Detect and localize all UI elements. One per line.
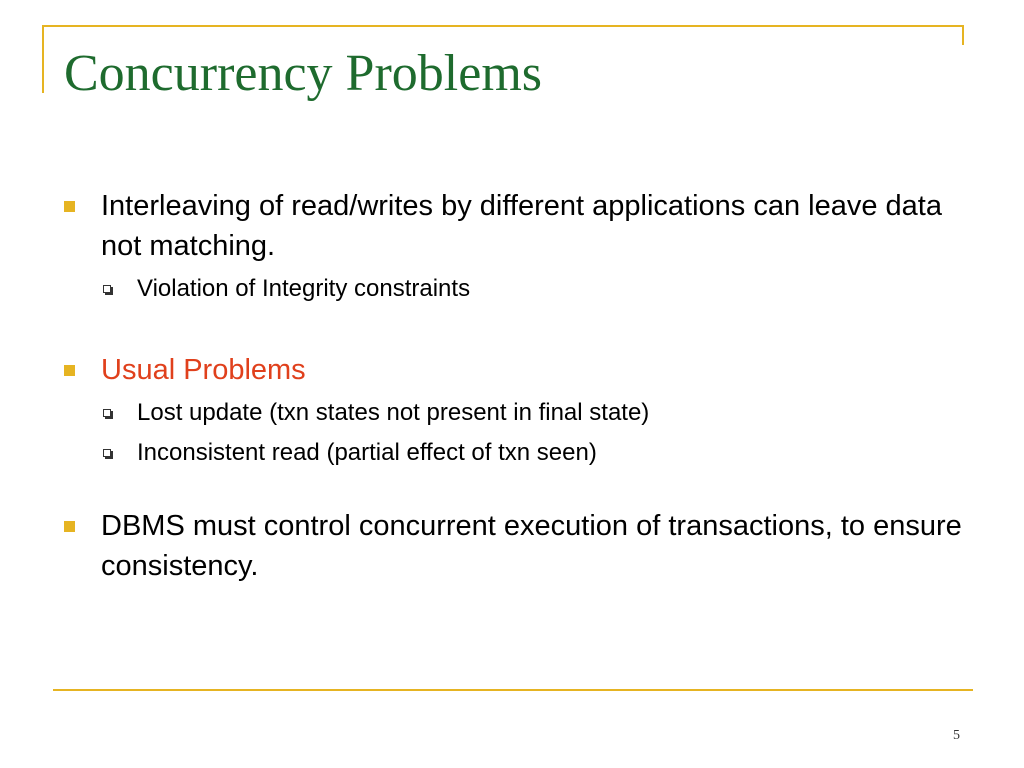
square-bullet-icon xyxy=(64,201,75,212)
sub-bullet-item xyxy=(64,396,974,430)
slide-title: Concurrency Problems xyxy=(64,45,543,102)
sub-bullet-text: Lost update (txn states not present in final state) xyxy=(137,399,650,426)
footer-divider xyxy=(53,689,973,691)
sub-bullet-text: Violation of Integrity constraints xyxy=(137,275,471,302)
hollow-square-bullet-icon xyxy=(103,285,111,293)
hollow-square-bullet-icon xyxy=(103,449,111,457)
bullet-item xyxy=(64,506,974,586)
sub-bullet-text: Inconsistent read (partial effect of txn seen) xyxy=(137,439,597,466)
frame-top-line xyxy=(42,25,964,27)
square-bullet-icon xyxy=(64,521,75,532)
frame-left-line xyxy=(42,25,44,93)
bullet-text: Usual Problems xyxy=(101,354,306,386)
slide-content xyxy=(64,186,974,586)
bullet-item xyxy=(64,186,974,266)
frame-right-line xyxy=(962,25,964,45)
hollow-square-bullet-icon xyxy=(103,409,111,417)
bullet-text: Interleaving of read/writes by different applications can leave data not matching. xyxy=(101,190,942,262)
square-bullet-icon xyxy=(64,365,75,376)
sub-bullet-item xyxy=(64,272,974,306)
bullet-item xyxy=(64,350,974,390)
bullet-text: DBMS must control concurrent execution of transactions, to ensure consistency. xyxy=(101,510,962,582)
sub-bullet-item xyxy=(64,436,974,470)
page-number: 5 xyxy=(953,728,960,743)
